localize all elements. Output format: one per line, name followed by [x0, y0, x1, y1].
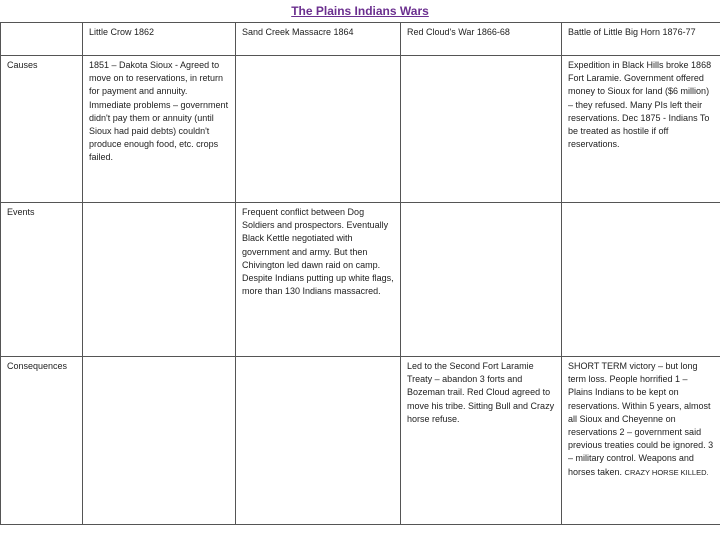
header-sand-creek: Sand Creek Massacre 1864 — [236, 23, 401, 56]
crazy-horse-note: CRAZY HORSE KILLED. — [624, 467, 709, 477]
events-row — [1, 203, 720, 357]
row-label-causes: Causes — [1, 56, 83, 203]
cell-events-red-cloud — [401, 203, 562, 357]
causes-row — [1, 56, 720, 203]
consequences-text: SHORT TERM victory – but long term loss. People horrified 1 – Plains Indians to be kept on reservations. Within 5 years, almost all Sioux and Cheyenne on reservations 2 – government said previous treaties could be ignored. 3 – military control. Weapons and horses taken. — [568, 361, 714, 477]
cell-causes-red-cloud — [401, 56, 562, 203]
header-little-crow: Little Crow 1862 — [83, 23, 236, 56]
cell-consequences-red-cloud: Led to the Second Fort Laramie Treaty – abandon 3 forts and Bozeman trail. Red Cloud agreed to move his tribe. Sitting Bull and Crazy horse refuse. — [401, 357, 562, 525]
row-label-consequences: Consequences — [1, 357, 83, 525]
header-corner — [1, 23, 83, 56]
header-row — [1, 23, 720, 56]
row-label-events: Events — [1, 203, 83, 357]
cell-causes-little-crow: 1851 – Dakota Sioux - Agreed to move on to reservations, in return for payment and annuity. Immediate problems – government didn't pay them or annuity (until Sioux had paid debts) couldn't produce enough food, etc. crops failed. — [83, 56, 236, 203]
consequences-row — [1, 357, 720, 525]
cell-causes-sand-creek — [236, 56, 401, 203]
cell-consequences-little-big-horn — [562, 357, 720, 525]
cell-events-little-crow — [83, 203, 236, 357]
header-little-big-horn: Battle of Little Big Horn 1876-77 — [562, 23, 720, 56]
cell-events-sand-creek: Frequent conflict between Dog Soldiers and prospectors. Eventually Black Kettle negotiated with government and army. But then Chivington led dawn raid on camp. Despite Indians putting up white flags, more than 130 Indians massacred. — [236, 203, 401, 357]
wars-table — [0, 22, 720, 525]
header-red-cloud: Red Cloud's War 1866-68 — [401, 23, 562, 56]
page-title: The Plains Indians Wars — [291, 4, 429, 18]
cell-consequences-little-crow — [83, 357, 236, 525]
cell-causes-little-big-horn: Expedition in Black Hills broke 1868 Fort Laramie. Government offered money to Sioux for land ($6 million) – they refused. Many PIs left their reservations. Dec 1875 - Indians To be treated as hostile if off reservations. — [562, 56, 720, 203]
cell-events-little-big-horn — [562, 203, 720, 357]
cell-consequences-sand-creek — [236, 357, 401, 525]
